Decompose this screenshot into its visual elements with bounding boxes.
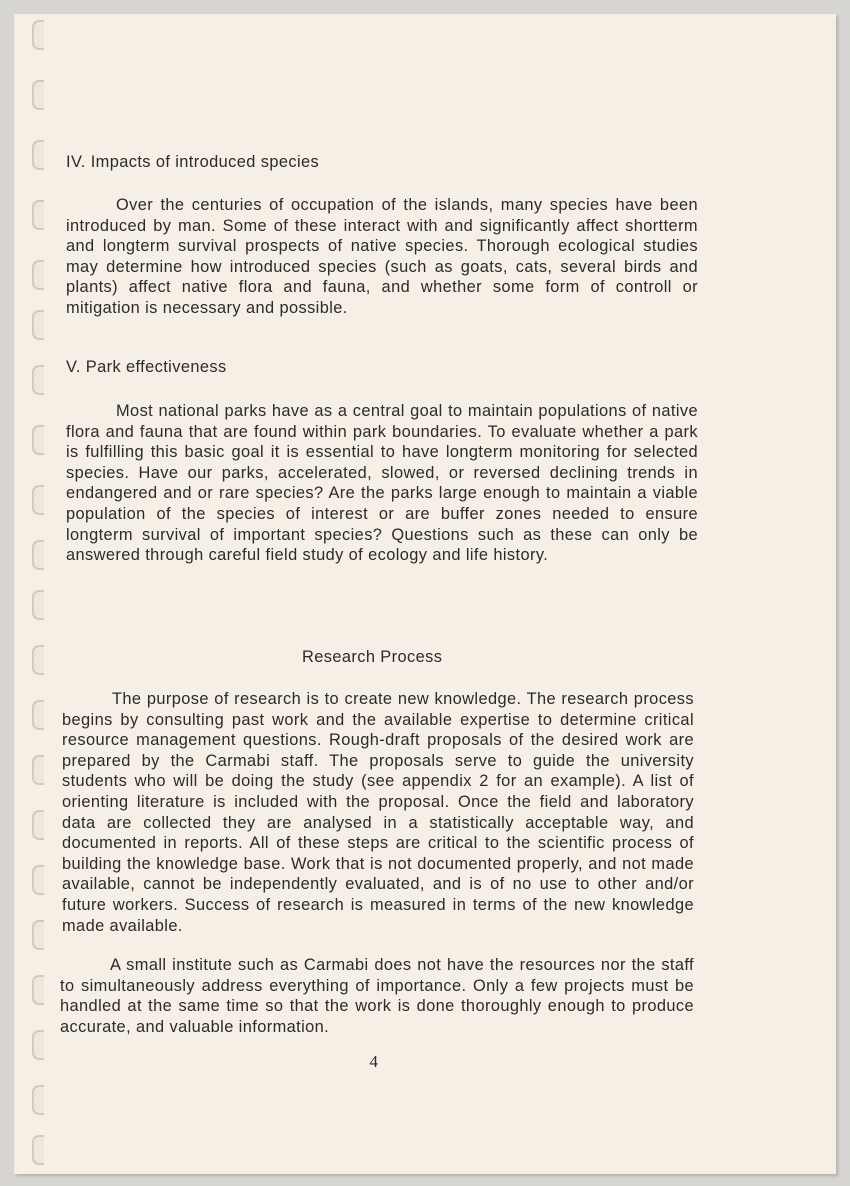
section-heading-park-effectiveness: V. Park effectiveness [66, 358, 227, 376]
paragraph-small-institute: A small institute such as Carmabi does not have the resources nor the staff to simultaneously address everything of importance. Only a few projects must be handled at the same time so that the work is done thoroughly enough to produce accurate, and valuable information. [60, 956, 694, 1036]
paragraph-introduced-species: Over the centuries of occupation of the islands, many species have been introduced by man. Some of these interact with and significantly affect shortterm and longterm survival prospects of native species. Thorough ecological studies may determine how introduced species (such as goats, cats, several birds and plants) affect native flora and fauna, and whether some form of controll or mitigation is necessary and possible. [66, 196, 698, 317]
paragraph-park-effectiveness: Most national parks have as a central goal to maintain populations of native flora and fauna that are found within park boundaries. To evaluate whether a park is fulfilling this basic goal it is essential to have longterm monitoring for selected species. Have our parks, accelerated, slowed, or reversed declining trends in endangered and or rare species? Are the parks large enough to maintain a viable population of the species of interest or are buffer zones needed to ensure longterm survival of important species? Questions such as these can only be answered through careful field study of ecology and life history. [66, 402, 698, 565]
section-heading-introduced-species: IV. Impacts of introduced species [66, 153, 320, 171]
section-heading-research-process: Research Process [302, 648, 443, 666]
page-number: 4 [369, 1052, 379, 1071]
paragraph-research-purpose: The purpose of research is to create new knowledge. The research process begins by consulting past work and the available expertise to determine critical resource management questions. Rough-draft proposals of the desired work are prepared by the Carmabi staff. The proposals serve to guide the university students who will be doing the study (see appendix 2 for an example). A list of orienting literature is included with the proposal. Once the field and laboratory data are collected they are analysed in a statistically acceptable way, and documented in reports. All of these steps are critical to the scientific process of building the knowledge base. Work that is not documented properly, and not made available, cannot be independently evaluated, and is of no use to other and/or future workers. Success of research is measured in terms of the new knowledge made available. [62, 690, 694, 935]
